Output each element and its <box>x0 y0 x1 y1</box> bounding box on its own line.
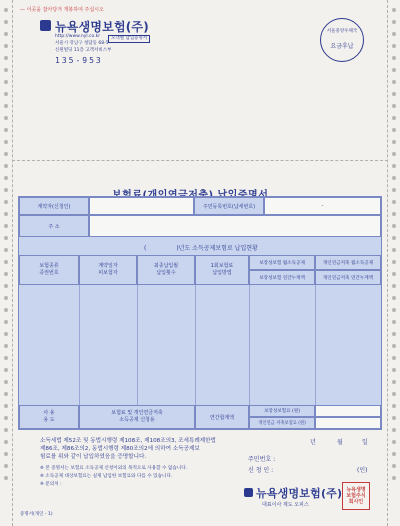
note-item: ※ 본 증명서는 보험료 소득공제 신청이외의 목적으로 사용할 수 없습니다. <box>40 466 188 471</box>
feed-hole <box>4 404 8 408</box>
feed-hole <box>4 80 8 84</box>
postal-code: 135-953 <box>55 56 103 65</box>
feed-hole <box>4 464 8 468</box>
applicant-label: 신 청 인 : <box>248 467 274 474</box>
feed-hole <box>392 248 396 252</box>
feed-hole <box>4 320 8 324</box>
feed-hole <box>4 308 8 312</box>
feed-hole <box>392 272 396 276</box>
col-pension-annual: 개인연금저축 연간누계액 <box>315 270 381 285</box>
feed-hole <box>4 428 8 432</box>
feed-hole <box>392 140 396 144</box>
feed-hole <box>4 92 8 96</box>
column-divider <box>195 285 196 405</box>
feed-hole <box>4 248 8 252</box>
top-note: — 이곳을 잡아당겨 개봉하여 주십시오 <box>20 7 104 13</box>
feed-hole <box>392 212 396 216</box>
feed-hole <box>392 68 396 72</box>
feed-hole <box>4 200 8 204</box>
company-logo-icon <box>40 20 51 31</box>
issuer-logo-icon <box>244 488 253 497</box>
feed-hole <box>4 344 8 348</box>
dept-tag: 모객별 납입증명서 <box>108 35 150 43</box>
contractor-label: 계약자(신청인) <box>19 197 89 215</box>
feed-hole <box>4 44 8 48</box>
section-title-prefix: ( <box>144 245 147 252</box>
feed-hole <box>4 236 8 240</box>
company-address: 서울시 강남구 청담동 68-5 <box>55 41 109 46</box>
feed-hole <box>392 188 396 192</box>
section-title <box>144 243 258 252</box>
certificate-form <box>18 196 382 430</box>
feed-hole <box>392 284 396 288</box>
note-item: ※ 소득공제 대상보험료는 실제 납입한 보험료와 다를 수 있습니다. <box>40 474 173 479</box>
col-protect-annual: 보장성보험 연간누계액 <box>249 270 315 285</box>
feed-hole <box>392 164 396 168</box>
date-day: 일 <box>362 439 368 446</box>
feed-hole <box>392 176 396 180</box>
column-divider <box>249 285 250 405</box>
perforation-left <box>12 0 13 526</box>
feed-hole <box>392 236 396 240</box>
address-label: 주 소 <box>19 215 89 237</box>
pension-total-value[interactable] <box>315 417 381 429</box>
feed-hole <box>4 176 8 180</box>
feed-hole <box>392 224 396 228</box>
feed-hole <box>4 368 8 372</box>
feed-hole <box>392 416 396 420</box>
col-protect-monthly: 보장성보험 월소득공제 <box>249 255 315 270</box>
feed-hole <box>4 296 8 300</box>
feed-hole <box>392 80 396 84</box>
resident-number-label: 주민번호 : <box>248 456 276 463</box>
company-department: 신원빌딩 11층 고객서비스부 <box>55 48 112 53</box>
col-contract-date: 계약일자 피보험자 <box>79 255 137 285</box>
feed-hole <box>392 368 396 372</box>
applicant-sign: (인) <box>357 467 368 474</box>
address-value[interactable] <box>89 215 381 237</box>
feed-hole <box>392 380 396 384</box>
purpose-value: 보험료 및 개인연금저축 소득공제 신청용 <box>79 405 195 429</box>
feed-hole <box>392 332 396 336</box>
feed-hole <box>4 104 8 108</box>
fold-perforation <box>12 160 388 161</box>
statement-line: 험료를 위와 같이 납입하였음을 증명합니다. <box>40 454 147 461</box>
feed-hole <box>4 20 8 24</box>
feed-hole <box>392 152 396 156</box>
feed-hole <box>392 56 396 60</box>
form-code: 증명서(개인 - 1) <box>20 512 53 517</box>
feed-hole <box>392 32 396 36</box>
feed-hole <box>392 20 396 24</box>
col-premium: 1회보험료 납입방법 <box>195 255 249 285</box>
purpose-label: 사 용 용 도 <box>19 405 79 429</box>
feed-hole <box>4 284 8 288</box>
resident-no-value[interactable]: - <box>264 197 381 215</box>
annual-total-label: 연간합계액 <box>195 405 249 429</box>
postage-stamp <box>320 18 364 62</box>
feed-hole <box>4 128 8 132</box>
feed-hole <box>4 116 8 120</box>
feed-hole <box>4 8 8 12</box>
tractor-feed-right <box>388 0 400 526</box>
feed-hole <box>4 392 8 396</box>
contractor-value[interactable] <box>89 197 194 215</box>
feed-hole <box>4 272 8 276</box>
feed-hole <box>392 476 396 480</box>
feed-hole <box>392 308 396 312</box>
feed-hole <box>4 56 8 60</box>
company-url: http://www.nyl.co.kr <box>55 34 101 39</box>
feed-hole <box>4 140 8 144</box>
feed-hole <box>392 128 396 132</box>
statement-line: 제86조, 제86조의2, 동법시행령 제80조의2에 의하여 소득공제보 <box>40 446 200 453</box>
feed-hole <box>392 296 396 300</box>
feed-hole <box>4 224 8 228</box>
column-divider <box>79 285 80 405</box>
protect-total-label: 보장성보험료 (원) <box>249 405 315 417</box>
feed-hole <box>4 356 8 360</box>
feed-hole <box>392 440 396 444</box>
section-title-suffix: )년도 소득공제보험료 납입현황 <box>176 245 258 252</box>
postage-text: 요금후납 <box>330 43 354 50</box>
tractor-feed-left <box>0 0 12 526</box>
col-pension-monthly: 개인연금저축 월소득공제 <box>315 255 381 270</box>
statement-text <box>40 437 216 462</box>
brand-name: 뉴욕생명보험(주) <box>55 20 149 34</box>
feed-hole <box>4 188 8 192</box>
feed-hole <box>4 260 8 264</box>
feed-hole <box>392 44 396 48</box>
feed-hole <box>392 464 396 468</box>
company-seal: 뉴욕생명 보험주식 회사인 <box>342 482 370 510</box>
pension-total-label: 개인연금 저축보험료 (원) <box>249 417 315 429</box>
column-divider <box>137 285 138 405</box>
feed-hole <box>392 104 396 108</box>
feed-hole <box>4 380 8 384</box>
feed-hole <box>392 200 396 204</box>
feed-hole <box>392 404 396 408</box>
issuer-company: 뉴욕생명보험(주) <box>256 487 343 500</box>
feed-hole <box>392 392 396 396</box>
feed-hole <box>392 344 396 348</box>
feed-hole <box>4 440 8 444</box>
date-year: 년 <box>310 439 316 446</box>
feed-hole <box>4 68 8 72</box>
feed-hole <box>4 152 8 156</box>
resident-no-label: 주민등록번호(납세번호) <box>194 197 264 215</box>
note-item: ※ 문의처 : <box>40 482 62 487</box>
notes <box>40 465 187 489</box>
feed-hole <box>4 416 8 420</box>
feed-hole <box>392 92 396 96</box>
col-last-payment: 최종납입월 납입횟수 <box>137 255 195 285</box>
feed-hole <box>392 116 396 120</box>
feed-hole <box>4 332 8 336</box>
feed-hole <box>392 356 396 360</box>
feed-hole <box>4 452 8 456</box>
feed-hole <box>4 164 8 168</box>
feed-hole <box>392 452 396 456</box>
col-policy-type: 보험종류 증권번호 <box>19 255 79 285</box>
feed-hole <box>392 320 396 324</box>
statement-line: 소득세법 제52조 및 동법시행령 제108조, 제108조의3, 조세특례제한법 <box>40 438 216 444</box>
feed-hole <box>4 212 8 216</box>
post-office: 서울중앙우체국 <box>326 29 358 34</box>
issuer-ceo: 대표이사 제도 오피스 <box>262 502 309 508</box>
feed-hole <box>392 8 396 12</box>
feed-hole <box>392 260 396 264</box>
column-divider <box>315 285 316 405</box>
feed-hole <box>4 32 8 36</box>
perforation-right <box>387 0 388 526</box>
protect-total-value[interactable] <box>315 405 381 417</box>
feed-hole <box>392 428 396 432</box>
date-month: 월 <box>337 439 343 446</box>
feed-hole <box>4 476 8 480</box>
